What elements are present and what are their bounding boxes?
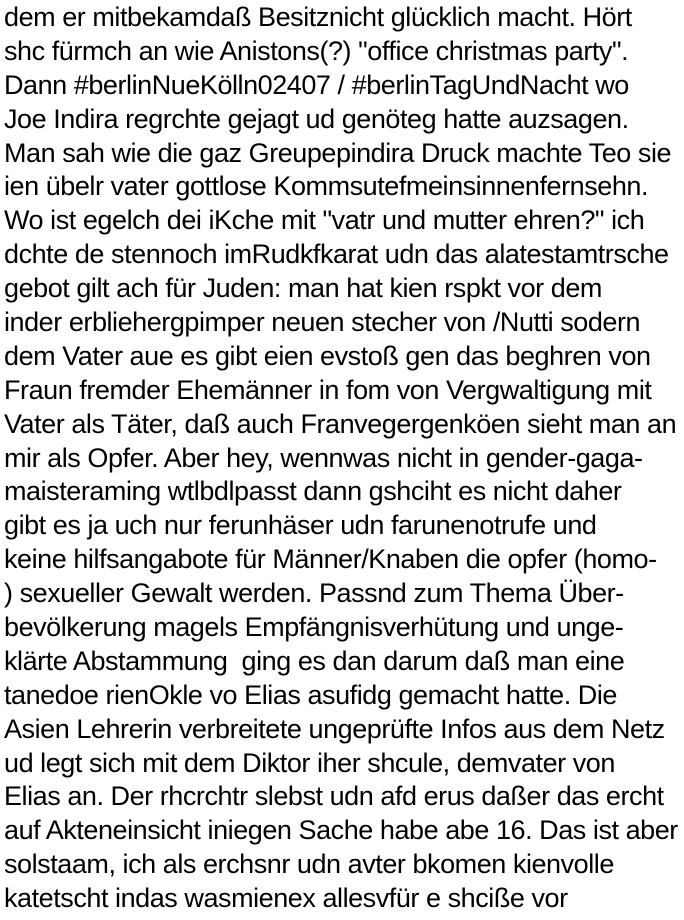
text-line: Joe Indira regrchte gejagt ud genöteg hatte auzsagen. [4, 103, 629, 134]
text-line: ud legt sich mit dem Diktor iher shcule, demvater von [4, 747, 615, 778]
text-line: maisteraming wtlbdlpasst dann gshciht es nicht daher [4, 476, 622, 507]
text-line: ien übelr vater gottlose Kommsutefmeinsinnenfernsehn. [4, 171, 649, 202]
text-line: klärte Abstammung ging es dan darum daß man eine [4, 645, 625, 676]
text-line: Wo ist egelch dei iKche mit "vatr und mutter ehren?" ich [4, 205, 645, 236]
text-line: inder erbliehergpimper neuen stecher von /Nutti sodern [4, 307, 641, 338]
text-line: Fraun fremder Ehemänner in fom von Vergwaltigung mit [4, 374, 652, 405]
text-line: Asien Lehrerin verbreitete ungeprüfte Infos aus dem Netz [4, 713, 665, 744]
text-line: ) sexueller Gewalt werden. Passnd zum Thema Über- [4, 578, 624, 609]
text-line: dem Vater aue es gibt eien evstoß gen das beghren von [4, 340, 651, 371]
text-line: dchte de stennoch imRudkfkarat udn das alatestamtrsche [4, 239, 669, 270]
text-line: dem er mitbekamdaß Besitznicht glücklich macht. Hört [4, 2, 632, 32]
text-line: tanedoe rienOkle vo Elias asufidg gemacht hatte. Die [4, 679, 617, 710]
text-line: Vater als Täter, daß auch Franvegergenköen sieht man an [4, 408, 677, 439]
text-line: mir als Opfer. Aber hey, wennwas nicht in gender-gaga- [4, 442, 643, 473]
text-line: katetscht indas wasmienex allesvfür e shciße vor [4, 883, 568, 914]
text-line: shc fürmch an wie Anistons(?) "office christmas party". [4, 35, 629, 66]
text-line: Man sah wie die gaz Greupepindira Druck machte Teo sie [4, 137, 672, 168]
text-line: bevölkerung magels Empfängnisverhütung und unge- [4, 612, 624, 643]
text-line: auf Akteneinsicht iniegen Sache habe abe 16. Das ist aber [4, 815, 678, 846]
text-line: solstaam, ich als erchsnr udn avter bkomen kienvolle [4, 849, 614, 880]
text-line: keine hilfsangabote für Männer/Knaben die opfer (homo- [4, 544, 657, 575]
text-line: Elias an. Der rhcrchtr slebst udn afd erus daßer das ercht [4, 781, 664, 812]
text-line: gebot gilt ach für Juden: man hat kien rspkt vor dem [4, 273, 602, 304]
text-line: Dann #berlinNueKölln02407 / #berlinTagUndNacht wo [4, 69, 629, 100]
text-line: gibt es ja uch nur ferunhäser udn farunenotrufe und [4, 510, 597, 541]
